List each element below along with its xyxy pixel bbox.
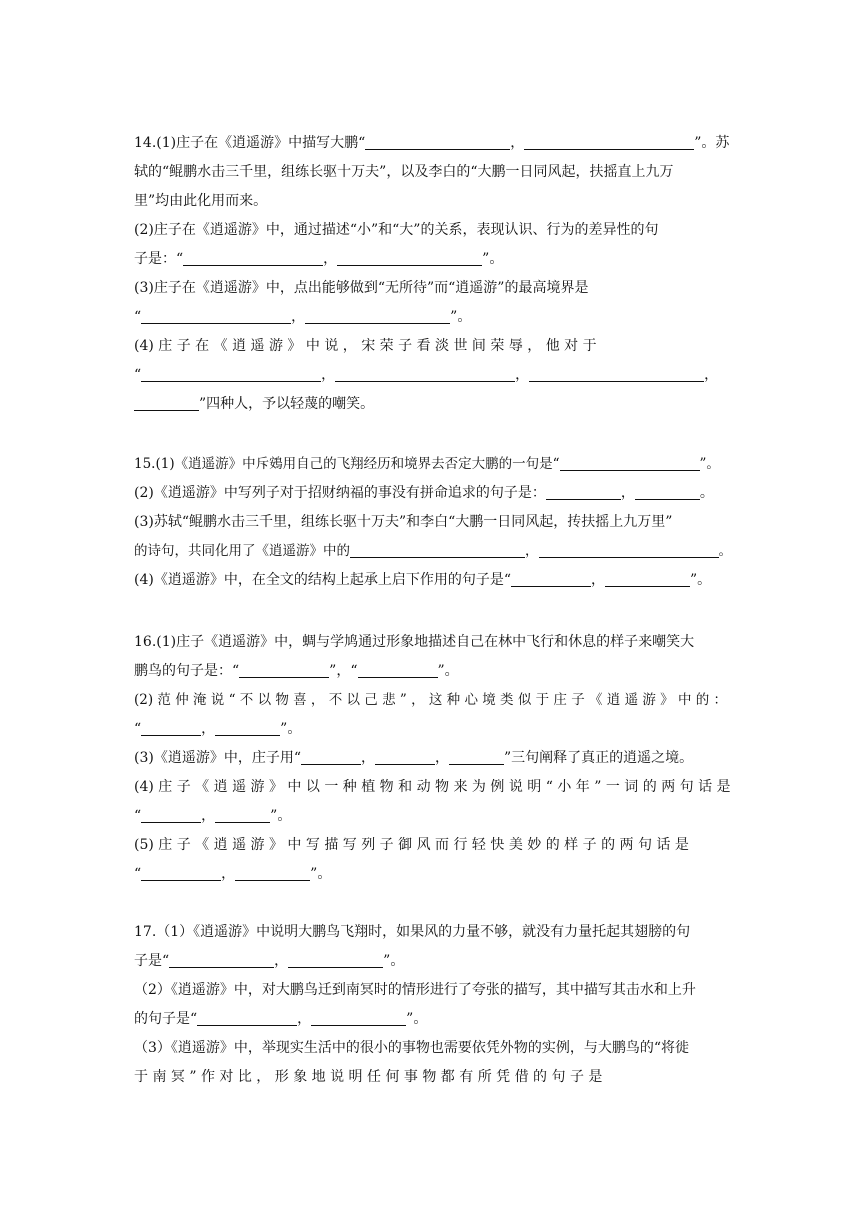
q16-line <box>134 657 734 686</box>
q16-line <box>134 686 734 715</box>
q15-line <box>134 566 734 595</box>
answer-blank[interactable] <box>605 570 690 587</box>
q17-text: （3）《逍遥游》中，举现实生活中的很小的事物也需要依凭外物的实例，与大鹏鸟的“将徙 <box>134 1040 690 1056</box>
answer-blank[interactable] <box>141 307 291 324</box>
q16-text: (2) 范 仲 淹 说 “ 不 以 物 喜 ， 不 以 己 悲 ” ， 这 种 心 境 类 似 于 庄 子 《 逍 遥 游 》 中 的 ： <box>134 692 728 708</box>
answer-blank[interactable] <box>524 133 694 150</box>
q14-line <box>134 361 734 390</box>
q16-text: ”。 <box>310 866 332 882</box>
q16-line <box>134 831 734 860</box>
q15-line <box>134 450 734 479</box>
q14-line <box>134 303 734 332</box>
answer-blank[interactable] <box>337 249 482 266</box>
answer-blank[interactable] <box>358 661 438 678</box>
answer-blank[interactable] <box>141 365 321 382</box>
q16-text: “ <box>134 808 142 824</box>
q14-text: ， <box>704 367 719 383</box>
q17-text: 17.（1）《逍遥游》中说明大鹏鸟飞翔时，如果风的力量不够，就没有力量托起其翅膀的句 <box>134 924 691 940</box>
q15-text: (4)《逍遥游》中，在全文的结构上起承上启下作用的句子是“ <box>134 572 511 588</box>
answer-blank[interactable] <box>183 249 323 266</box>
q14-text: ， <box>510 135 525 151</box>
q17-text: （2）《逍遥游》中，对大鹏鸟迁到南冥时的情形进行了夸张的描写，其中描写其击水和上升 <box>134 982 696 998</box>
answer-blank[interactable] <box>215 806 270 823</box>
q14-line <box>134 216 734 245</box>
answer-blank[interactable] <box>529 365 704 382</box>
answer-blank[interactable] <box>335 365 515 382</box>
q16-text: ”。 <box>270 808 292 824</box>
answer-blank[interactable] <box>511 570 591 587</box>
q15-line <box>134 508 734 537</box>
q14-text: ”。苏 <box>694 135 730 151</box>
answer-blank[interactable] <box>235 864 310 881</box>
q16-text: ， <box>435 750 449 766</box>
q16-text: ， <box>201 721 216 737</box>
q14-text: “ <box>134 367 142 383</box>
q14-text: ， <box>291 309 306 325</box>
q17-text: 于 南 冥 ” 作 对 比 ， 形 象 地 说 明 任 何 事 物 都 有 所 凭 借 的 句 子 是 <box>134 1069 603 1085</box>
q16-text: 16.(1)庄子《逍遥游》中，蜩与学鸠通过形象地描述自己在林中飞行和休息的样子来嘲笑大 <box>134 634 695 650</box>
answer-blank[interactable] <box>239 661 329 678</box>
q15-text: (3)苏轼“鲲鹏水击三千里，组练长驱十万夫”和李白“大鹏一日同风起，抟扶摇上九万里” <box>134 514 673 530</box>
q17-line <box>134 1034 734 1063</box>
answer-blank[interactable] <box>305 307 450 324</box>
answer-blank[interactable] <box>141 719 201 736</box>
q16-line <box>134 715 734 744</box>
q17-line <box>134 1005 734 1034</box>
q14-line <box>134 158 734 187</box>
q17-text: ”。 <box>383 953 405 969</box>
q16-line <box>134 628 734 657</box>
q17-line <box>134 1063 734 1092</box>
answer-blank[interactable] <box>288 951 383 968</box>
q16-text: ”三句阐释了真正的逍遥之境。 <box>504 750 694 766</box>
q14-text: 子是：“ <box>134 251 184 267</box>
q16-text: ， <box>201 808 216 824</box>
answer-blank[interactable] <box>546 483 621 500</box>
q14-text: ， <box>321 367 336 383</box>
answer-blank[interactable] <box>169 951 274 968</box>
q15-line <box>134 537 734 566</box>
q17-text: ， <box>274 953 289 969</box>
q17-text: ， <box>297 1011 312 1027</box>
q16-line <box>134 744 734 773</box>
question-16 <box>134 628 734 889</box>
q14-text: ”。 <box>450 309 472 325</box>
q15-text: ， <box>525 543 539 559</box>
q16-text: ”。 <box>280 721 302 737</box>
answer-blank[interactable] <box>365 133 510 150</box>
q14-text: 里”均由此化用而来。 <box>134 193 268 209</box>
q17-line <box>134 976 734 1005</box>
q17-text: 子是“ <box>134 953 170 969</box>
q15-text: ， <box>591 572 605 588</box>
q16-text: (3)《逍遥游》中，庄子用“ <box>134 750 301 766</box>
answer-blank[interactable] <box>375 748 435 765</box>
q15-text: ”。 <box>699 456 720 472</box>
q16-text: 鹏鸟的句子是：“ <box>134 663 240 679</box>
q16-line <box>134 860 734 889</box>
q14-text: 14.(1)庄子在《逍遥游》中描写大鹏“ <box>134 135 366 151</box>
answer-blank[interactable] <box>350 541 525 558</box>
q14-line <box>134 274 734 303</box>
answer-blank[interactable] <box>560 454 700 471</box>
q16-line <box>134 773 734 802</box>
q15-text: ， <box>620 485 635 501</box>
q14-text: (3)庄子在《逍遥游》中，点出能够做到“无所待”而“逍遥游”的最高境界是 <box>134 280 589 296</box>
q15-text: ”。 <box>690 572 712 588</box>
q14-text: “ <box>134 309 142 325</box>
q14-line <box>134 129 734 158</box>
q15-text: 15.(1)《逍遥游》中斥鴳用自己的飞翔经历和境界去否定大鹏的一句是“ <box>134 456 560 472</box>
answer-blank[interactable] <box>635 483 700 500</box>
answer-blank[interactable] <box>449 748 504 765</box>
q17-text: 的句子是“ <box>134 1011 198 1027</box>
answer-blank[interactable] <box>141 864 221 881</box>
q16-text: “ <box>134 866 142 882</box>
q16-text: ， <box>361 750 375 766</box>
q14-line <box>134 187 734 216</box>
q14-text: ”。 <box>482 251 504 267</box>
q15-text: 。 <box>699 485 714 501</box>
answer-blank[interactable] <box>215 719 280 736</box>
answer-blank[interactable] <box>301 748 361 765</box>
q17-text: ”。 <box>406 1011 428 1027</box>
question-15 <box>134 450 734 595</box>
q17-line <box>134 947 734 976</box>
answer-blank[interactable] <box>141 806 201 823</box>
q16-text: (4) 庄 子 《 逍 遥 游 》 中 以 一 种 植 物 和 动 物 来 为 例 说 明 “ 小 年 ” 一 词 的 两 句 话 是 <box>134 779 731 795</box>
q15-line <box>134 479 734 508</box>
q14-text: (4) 庄 子 在 《 逍 遥 游 》 中 说 ， 宋 荣 子 看 淡 世 间 荣 辱 ， 他 对 于 <box>134 338 597 354</box>
answer-blank[interactable] <box>134 394 199 411</box>
answer-blank[interactable] <box>311 1009 406 1026</box>
question-14 <box>134 129 734 419</box>
question-17 <box>134 918 734 1092</box>
q16-line <box>134 802 734 831</box>
q16-text: ”，“ <box>329 663 358 679</box>
answer-blank[interactable] <box>539 541 719 558</box>
q15-text: 。 <box>718 543 732 559</box>
q17-line <box>134 918 734 947</box>
q16-text: (5) 庄 子 《 逍 遥 游 》 中 写 描 写 列 子 御 风 而 行 轻 快 美 妙 的 样 子 的 两 句 话 是 <box>134 837 689 853</box>
q14-line <box>134 332 734 361</box>
q16-text: ， <box>221 866 236 882</box>
q15-text: 的诗句，共同化用了《逍遥游》中的 <box>134 543 350 559</box>
answer-blank[interactable] <box>197 1009 297 1026</box>
q14-line <box>134 245 734 274</box>
q14-text: ”四种人，予以轻蔑的嘲笑。 <box>199 396 375 412</box>
q16-text: “ <box>134 721 142 737</box>
q14-text: (2)庄子在《逍遥游》中，通过描述“小”和“大”的关系，表现认识、行为的差异性的句 <box>134 222 659 238</box>
q15-text: (2)《逍遥游》中写列子对于招财纳福的事没有拼命追求的句子是： <box>134 485 546 501</box>
q14-text: ， <box>323 251 338 267</box>
q16-text: ”。 <box>437 663 459 679</box>
q14-line <box>134 390 734 419</box>
q14-text: ， <box>515 367 530 383</box>
q14-text: 轼的“鲲鹏水击三千里，组练长驱十万夫”，以及李白的“大鹏一日同风起，扶摇直上九万 <box>134 164 674 180</box>
